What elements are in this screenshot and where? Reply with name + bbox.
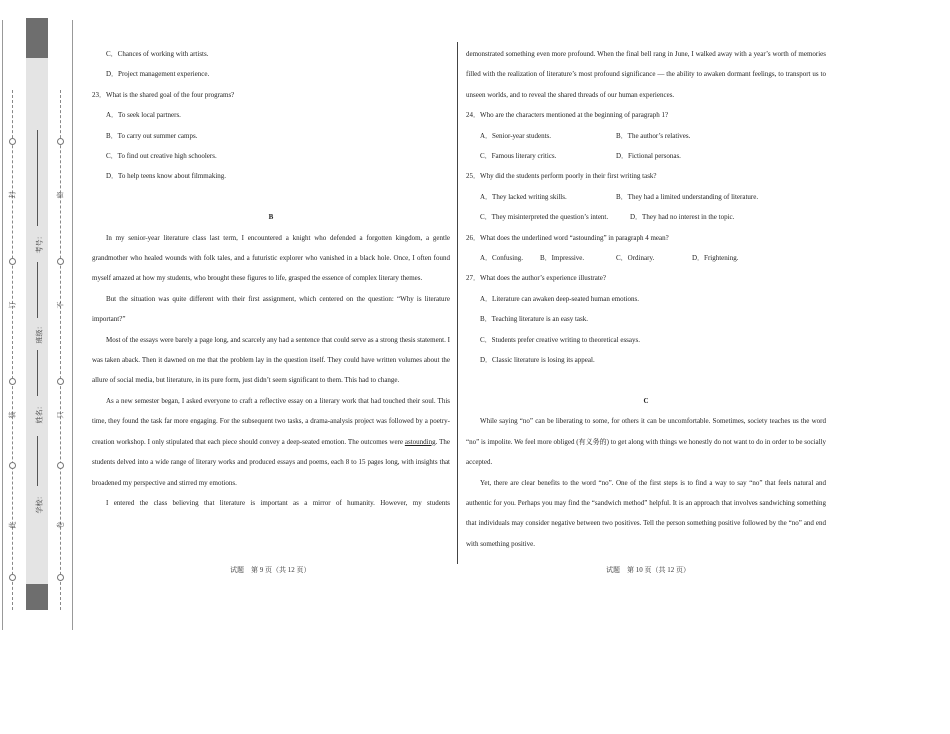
option: B．To carry out summer camps.	[106, 131, 198, 140]
option: B．Teaching literature is an easy task.	[480, 315, 588, 324]
passage-paragraph	[92, 391, 450, 493]
option-row	[466, 207, 826, 227]
page-10-column	[466, 44, 826, 554]
option: A．They lacked writing skills.	[480, 192, 567, 201]
exam-number-label: 考号：	[35, 232, 44, 254]
option-row	[466, 146, 826, 166]
option: D．Project management experience.	[106, 70, 210, 79]
binding-hole-icon	[57, 574, 64, 581]
passage-paragraph: In my senior-year literature class last term, I encountered a knight who defended a forgotten kingdom, a gentle grandmother who healed wounds with folk tales, and a futuristic explorer who vanished in a black hole. Once, I often found myself amazed at how my students, who brought these figures to life, grasped the essence of complex literary themes.	[92, 233, 450, 283]
option: A．Senior-year students.	[480, 131, 552, 140]
option: C．Famous literary critics.	[480, 152, 557, 161]
option: A．Literature can awaken deep-seated human emotions.	[480, 294, 639, 303]
binding-block-top	[26, 18, 48, 58]
option: B．The author’s relatives.	[616, 131, 691, 140]
binding-strip	[0, 0, 75, 620]
option: D．They had no interest in the topic.	[630, 213, 735, 222]
binding-hole-icon	[9, 138, 16, 145]
option: C．Students prefer creative writing to theoretical essays.	[480, 335, 640, 344]
binding-rule	[72, 20, 73, 630]
passage-paragraph: I entered the class believing that literature is important as a mirror of humanity. However, my students	[106, 498, 450, 507]
paragraph-text: . The students delved into a wide range of literary works and produced essays and poems, each 8 to 15 pages long, with insights that broadened my perspective and stirred my emotions.	[92, 437, 450, 487]
seal-mark: 不	[56, 301, 65, 309]
page-9-column	[92, 44, 450, 513]
binding-block-bottom	[26, 584, 48, 610]
section-heading-b: B	[268, 213, 274, 222]
binding-hole-icon	[57, 258, 64, 265]
option: D．Frightening.	[692, 254, 739, 263]
option-row	[466, 187, 826, 207]
binding-hole-icon	[9, 378, 16, 385]
binding-hole-icon	[57, 462, 64, 469]
binding-hole-icon	[9, 462, 16, 469]
name-label: 姓名：	[35, 402, 44, 424]
option: A．Confusing.	[480, 254, 523, 263]
option: D．To help teens know about filmmaking.	[106, 172, 227, 181]
class-label: 班级：	[35, 322, 44, 344]
passage-paragraph: Most of the essays were barely a page long, and scarcely any had a sentence that could serve as a strong thesis statement. I was taken aback. Then it dawned on me that the problem lay in the question itself. They could have written volumes about the allure of social media, but literature, in its pure form, just didn’t seem significant to them. This had to change.	[92, 335, 450, 385]
binding-hole-icon	[57, 378, 64, 385]
school-line	[37, 436, 38, 486]
passage-paragraph: While saying “no” can be liberating to some, for others it can be uncomfortable. Sometimes, society teaches us the word “no” is impolite. We feel more obliged (有义务的) to get along with things we honestly do not want to do in order to be socially accepted.	[466, 417, 826, 467]
class-line	[37, 262, 38, 318]
question-24: 24．Who are the characters mentioned at the beginning of paragraph 1?	[466, 111, 669, 120]
question-23: 23．What is the shared goal of the four programs?	[92, 90, 235, 99]
binding-hole-icon	[9, 574, 16, 581]
seal-mark: 此	[8, 521, 17, 529]
question-25: 25．Why did the students perform poorly in their first writing task?	[466, 172, 657, 181]
option-row	[466, 248, 826, 268]
option: C．They misinterpreted the question’s intent.	[480, 213, 609, 222]
option-row	[466, 126, 826, 146]
option: C．Ordinary.	[616, 254, 655, 263]
seal-mark: 密	[56, 191, 65, 199]
binding-rule	[2, 20, 3, 630]
page-footer-right: 试题 第 10 页（共 12 页）	[606, 566, 690, 574]
question-26: 26．What does the underlined word “astounding” in paragraph 4 mean?	[466, 233, 669, 242]
question-27: 27．What does the author’s experience illustrate?	[466, 274, 607, 283]
seal-mark: 订	[8, 301, 17, 309]
binding-hole-icon	[9, 258, 16, 265]
page-footer-left: 试题 第 9 页（共 12 页）	[230, 566, 311, 574]
exam-number-line	[37, 130, 38, 226]
option: D．Fictional personas.	[616, 152, 681, 161]
column-divider	[457, 42, 458, 564]
school-label: 学校：	[35, 492, 44, 514]
option: B．Impressive.	[540, 254, 585, 263]
option: A．To seek local partners.	[106, 111, 181, 120]
seal-mark: 装	[8, 411, 17, 419]
option: C．To find out creative high schoolers.	[106, 152, 217, 161]
seal-dash-line	[12, 90, 13, 610]
option: D．Classic literature is losing its appeal.	[480, 356, 595, 365]
passage-paragraph: demonstrated something even more profound. When the final bell rang in June, I walked away with a year’s worth of memories filled with the realization of literature’s most profound significance — the ability to awaken dormant feelings, to transport us to unseen worlds, and to reveal the shared threads of our human experiences.	[466, 50, 826, 99]
section-heading-c: C	[643, 396, 649, 405]
name-line	[37, 350, 38, 396]
seal-mark: 封	[8, 191, 17, 199]
passage-paragraph: Yet, there are clear benefits to the word “no”. One of the first steps is to find a way to say “no” that feels natural and authentic for you. Perhaps you may find the “sandwich method” helpful. It is an approach that involves sandwiching something that individuals may consider negative between two positives. Tell the person something positive followed by the “no” and end with something positive.	[466, 478, 826, 548]
seal-mark: 只	[56, 411, 65, 419]
paragraph-text: As a new semester began, I asked everyone to craft a reflective essay on a literary work that had touched their soul. This time, they found the task far more engaging. For the subsequent two tasks, a drama-analysis project was followed by a poetry-creation workshop. I only stipulated that each piece should convey a deep-seated emotion. The outcomes were	[92, 396, 450, 446]
option: B．They had a limited understanding of literature.	[616, 192, 759, 201]
option: C．Chances of working with artists.	[106, 50, 209, 58]
seal-dash-line	[60, 90, 61, 610]
passage-paragraph: But the situation was quite different with their first assignment, which centered on the question: “Why is literature important?”	[92, 294, 450, 324]
underlined-word: astounding	[404, 437, 436, 446]
binding-hole-icon	[57, 138, 64, 145]
seal-mark: 卷	[56, 521, 65, 529]
